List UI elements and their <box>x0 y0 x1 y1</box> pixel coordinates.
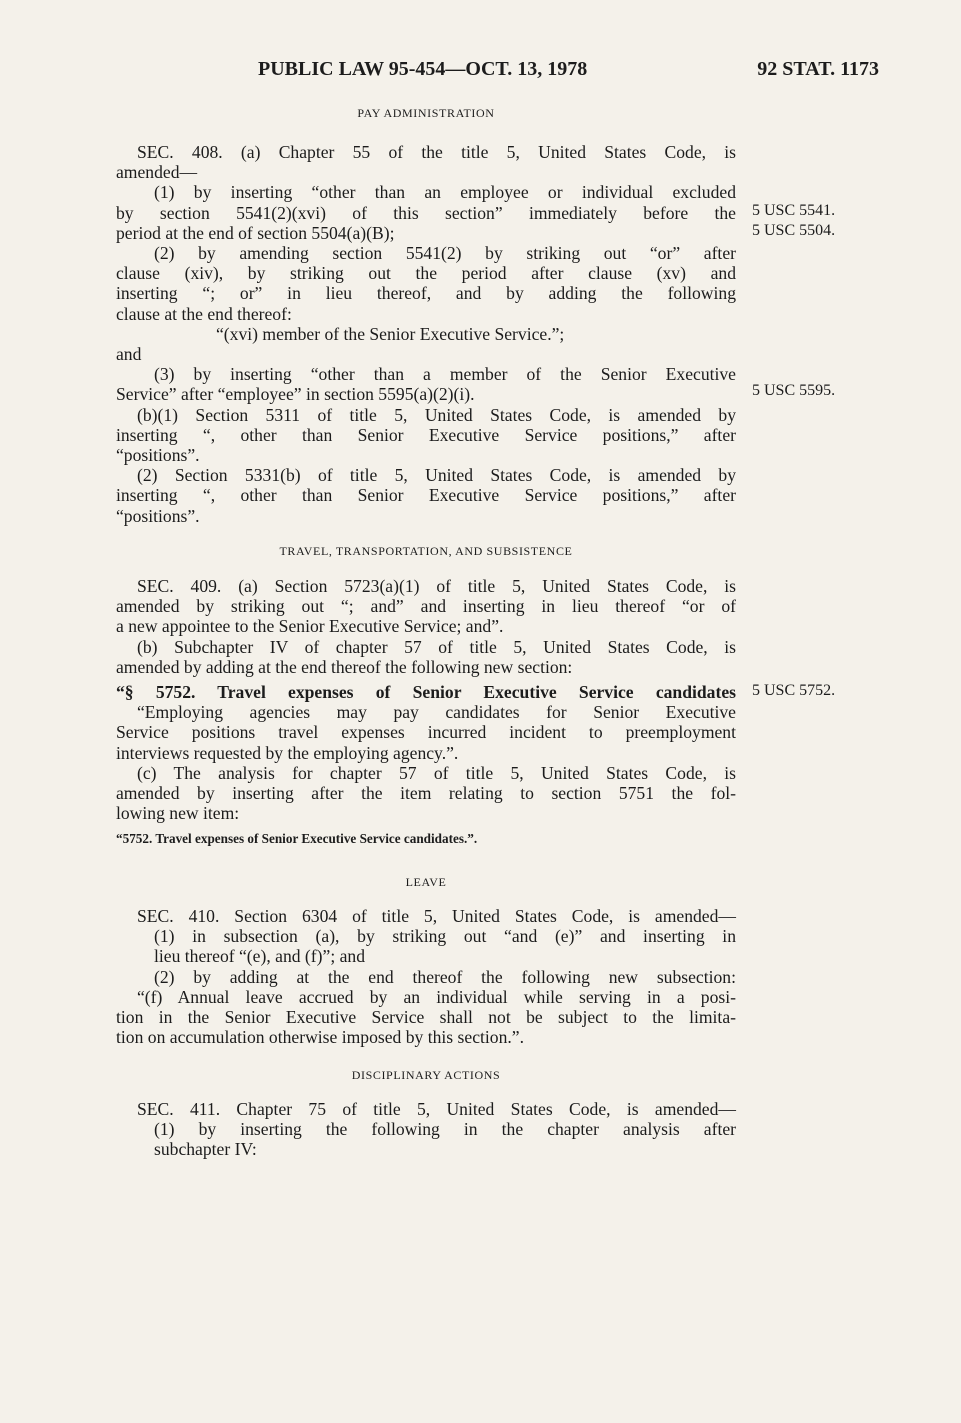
text-line: (b) Subchapter IV of chapter 57 of title 5, United States Code, is <box>137 636 736 657</box>
margin-note-5595: 5 USC 5595. <box>752 382 836 399</box>
margin-note-5541: 5 USC 5541. <box>752 202 836 219</box>
text-line: tion on accumulation otherwise imposed by this section.”. <box>116 1027 524 1048</box>
text-line: lieu thereof “(e), and (f)”; and <box>154 946 366 967</box>
text-line: “Employing agencies may pay candidates for Senior Executive <box>137 702 736 723</box>
text-line: lowing new item: <box>116 803 240 824</box>
text-line: tion in the Senior Executive Service shall not be subject to the limita- <box>116 1007 736 1028</box>
header-stat-page: 92 STAT. 1173 <box>757 58 879 80</box>
text-line: amended— <box>116 162 198 183</box>
text-line: inserting “; or” in lieu thereof, and by adding the following <box>116 283 736 304</box>
text-line: (1) in subsection (a), by striking out “and (e)” and inserting in <box>154 926 736 947</box>
text-line: “(xvi) member of the Senior Executive Service.”; <box>216 323 565 344</box>
text-line: amended by striking out “; and” and inserting in lieu thereof “or of <box>116 596 736 617</box>
text-line: clause (xiv), by striking out the period after clause (xv) and <box>116 263 736 284</box>
text-line: SEC. 411. Chapter 75 of title 5, United States Code, is amended— <box>137 1099 736 1119</box>
text-line: and <box>116 344 142 365</box>
text-line: amended by adding at the end thereof the following new section: <box>116 656 573 677</box>
text-line: inserting “, other than Senior Executive Service positions,” after <box>116 424 736 445</box>
text-line: inserting “, other than Senior Executive Service positions,” after <box>116 485 736 506</box>
text-line: (2) by adding at the end thereof the following new subsection: <box>154 966 736 987</box>
section-5752-heading: “§ 5752. Travel expenses of Senior Executive Service candidates <box>116 682 736 703</box>
text-line: (b)(1) Section 5311 of title 5, United States Code, is amended by <box>137 404 736 425</box>
text-line: SEC. 408. (a) Chapter 55 of the title 5, United States Code, is <box>137 142 736 162</box>
heading-travel: TRAVEL, TRANSPORTATION, AND SUBSISTENCE <box>279 544 573 558</box>
text-line: subchapter IV: <box>154 1139 257 1160</box>
section-409 <box>116 576 736 850</box>
header-law-citation: PUBLIC LAW 95-454—OCT. 13, 1978 <box>258 58 588 80</box>
heading-pay-administration: PAY ADMINISTRATION <box>357 106 495 120</box>
text-line: amended by inserting after the item relating to section 5751 the fol- <box>116 783 736 804</box>
text-line: a new appointee to the Senior Executive Service; and”. <box>116 616 504 637</box>
heading-disciplinary-actions: DISCIPLINARY ACTIONS <box>351 1068 501 1082</box>
text-line: SEC. 410. Section 6304 of title 5, United States Code, is amended— <box>137 906 736 926</box>
section-410 <box>116 906 736 1047</box>
text-line: (1) by inserting the following in the chapter analysis after <box>154 1119 736 1140</box>
text-line: (c) The analysis for chapter 57 of title 5, United States Code, is <box>137 762 736 783</box>
margin-note-5504: 5 USC 5504. <box>752 222 836 239</box>
text-line: SEC. 409. (a) Section 5723(a)(1) of title 5, United States Code, is <box>137 576 736 596</box>
section-411 <box>116 1099 736 1160</box>
text-line: by section 5541(2)(xvi) of this section” immediately before the <box>116 202 736 223</box>
text-line: (1) by inserting “other than an employee or individual excluded <box>154 182 736 203</box>
text-line: Service positions travel expenses incurred incident to preemployment <box>116 722 736 743</box>
section-408 <box>116 142 736 526</box>
text-line: (2) by amending section 5541(2) by striking out “or” after <box>154 243 736 264</box>
text-line: clause at the end thereof: <box>116 303 292 324</box>
text-line: (2) Section 5331(b) of title 5, United States Code, is amended by <box>137 465 736 486</box>
text-line: (3) by inserting “other than a member of the Senior Executive <box>154 364 736 385</box>
text-line: Service” after “employee” in section 5595(a)(2)(i). <box>116 384 475 405</box>
text-line: period at the end of section 5504(a)(B); <box>116 222 395 243</box>
margin-note-5752: 5 USC 5752. <box>752 682 836 699</box>
text-line: “positions”. <box>116 445 200 466</box>
text-line: interviews requested by the employing agency.”. <box>116 742 459 763</box>
analysis-item-5752: “5752. Travel expenses of Senior Executive Service candidates.”. <box>116 831 478 847</box>
text-line: “(f) Annual leave accrued by an individual while serving in a posi- <box>137 986 736 1007</box>
text-line: “positions”. <box>116 505 200 526</box>
heading-leave: LEAVE <box>405 875 447 889</box>
